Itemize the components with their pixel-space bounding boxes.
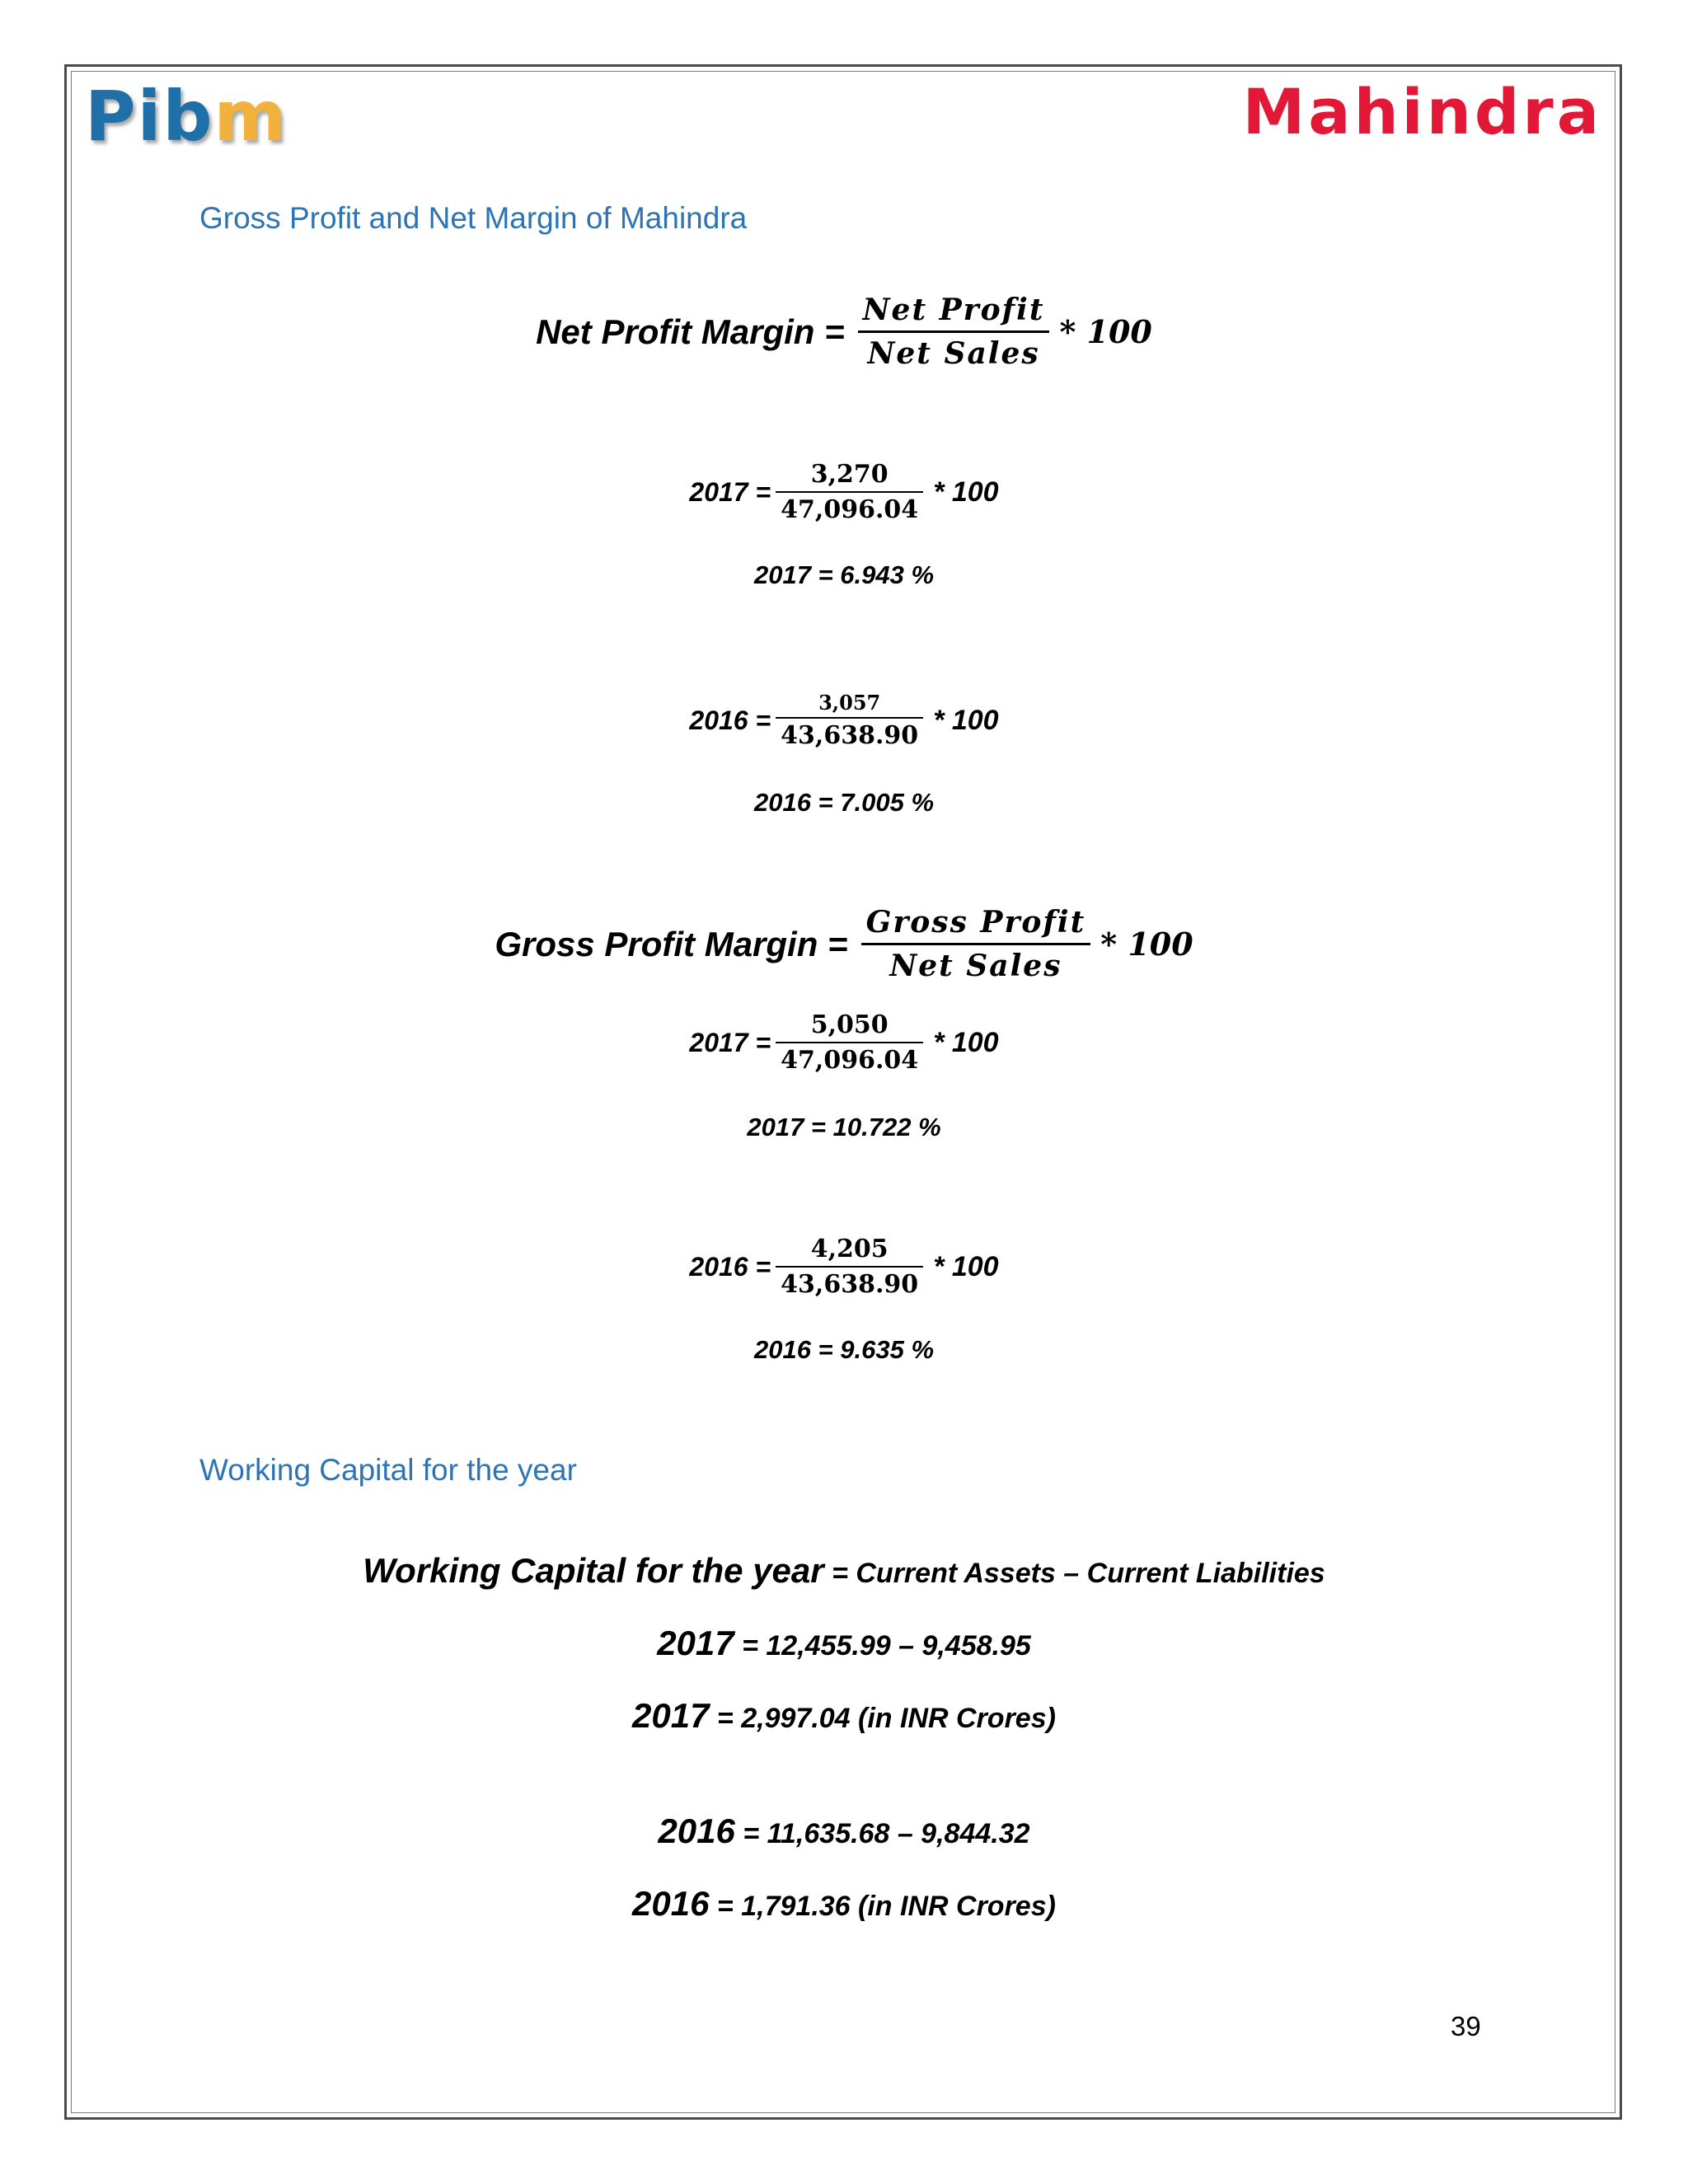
wc-line-rest: = 2,997.04 (in INR Crores) xyxy=(709,1703,1056,1734)
wc-formula xyxy=(0,1551,1688,1591)
npm-numerator: Net Profit xyxy=(862,293,1045,327)
wc-line-year: 2016 xyxy=(658,1811,735,1850)
npm-2016-times: * 100 xyxy=(933,704,999,736)
npm-2017-fraction xyxy=(776,460,923,524)
npm-2016-lhs: 2016 = xyxy=(689,705,771,735)
npm-2016-num: 3,057 xyxy=(818,691,881,715)
mahindra-logo: Mahindra xyxy=(1242,75,1602,148)
pibm-logo: Pibm xyxy=(85,76,288,157)
wc-line-rest: = 1,791.36 (in INR Crores) xyxy=(709,1891,1056,1922)
gpm-2016-fraction xyxy=(776,1235,923,1299)
gpm-2017-formula xyxy=(0,1010,1688,1075)
gpm-fraction xyxy=(861,905,1091,983)
heading-working-capital: Working Capital for the year xyxy=(199,1453,577,1487)
wc-line-year: 2017 xyxy=(632,1696,710,1735)
gpm-2017-den: 47,096.04 xyxy=(781,1046,919,1075)
wc-line-rest: = 12,455.99 – 9,458.95 xyxy=(734,1630,1031,1661)
npm-2017-result: 2017 = 6.943 % xyxy=(753,560,935,589)
gpm-2017-lhs: 2017 = xyxy=(689,1027,771,1057)
gpm-2017-num: 5,050 xyxy=(810,1010,889,1039)
fraction-bar xyxy=(776,491,923,493)
wc-line-2 xyxy=(0,1696,1688,1736)
npm-2017-times: * 100 xyxy=(933,476,999,508)
fraction-bar xyxy=(858,330,1050,333)
gpm-formula xyxy=(0,905,1688,983)
fraction-bar xyxy=(861,943,1091,945)
page-number: 39 xyxy=(1451,2011,1481,2041)
page-border-inner xyxy=(71,71,1615,2113)
npm-2016-den: 43,638.90 xyxy=(781,721,919,750)
npm-2017-num: 3,270 xyxy=(810,460,889,489)
gpm-2016-lhs: 2016 = xyxy=(689,1251,771,1282)
wc-formula-rest: = Current Assets – Current Liabilities xyxy=(823,1558,1325,1589)
gpm-2016-times: * 100 xyxy=(933,1250,999,1282)
gpm-2017-result: 2017 = 10.722 % xyxy=(747,1113,941,1141)
npm-2017-formula xyxy=(0,460,1688,524)
gpm-numerator: Gross Profit xyxy=(865,905,1086,940)
gpm-2016-result: 2016 = 9.635 % xyxy=(753,1335,935,1364)
wc-line-rest: = 11,635.68 – 9,844.32 xyxy=(734,1818,1030,1849)
npm-fraction xyxy=(858,293,1050,371)
npm-label: Net Profit Margin = xyxy=(536,312,845,351)
npm-2016-formula xyxy=(0,691,1688,750)
heading-gross-net: Gross Profit and Net Margin of Mahindra xyxy=(199,201,748,235)
npm-2017-lhs: 2017 = xyxy=(689,476,771,507)
npm-denominator: Net Sales xyxy=(867,336,1040,371)
npm-2016-result: 2016 = 7.005 % xyxy=(753,788,935,817)
gpm-2016-formula xyxy=(0,1235,1688,1299)
npm-2016-fraction xyxy=(776,691,923,750)
gpm-2017-times: * 100 xyxy=(933,1026,999,1058)
gpm-2016-num: 4,205 xyxy=(810,1235,889,1263)
wc-line-1 xyxy=(0,1624,1688,1663)
gpm-denominator: Net Sales xyxy=(889,949,1062,983)
fraction-bar xyxy=(776,717,923,719)
gpm-2016-den: 43,638.90 xyxy=(781,1270,919,1299)
fraction-bar xyxy=(776,1042,923,1043)
wc-line-year: 2017 xyxy=(657,1624,734,1662)
wc-formula-label: Working Capital for the year xyxy=(363,1551,824,1590)
npm-2017-den: 47,096.04 xyxy=(781,495,919,524)
gpm-times: * 100 xyxy=(1100,926,1193,963)
fraction-bar xyxy=(776,1266,923,1268)
gpm-2017-fraction xyxy=(776,1010,923,1075)
wc-line-year: 2016 xyxy=(632,1884,710,1923)
npm-formula xyxy=(0,293,1688,371)
wc-line-4 xyxy=(0,1884,1688,1924)
wc-line-3 xyxy=(0,1811,1688,1851)
npm-times: * 100 xyxy=(1059,313,1152,350)
gpm-label: Gross Profit Margin = xyxy=(495,924,848,963)
